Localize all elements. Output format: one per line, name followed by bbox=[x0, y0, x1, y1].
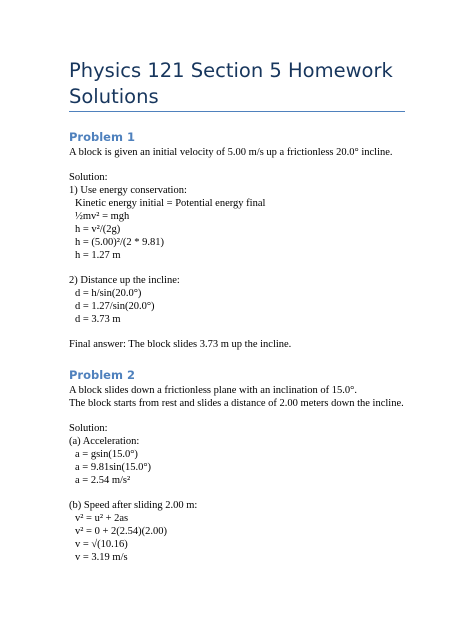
problem-1-step: d = 1.27/sin(20.0°) bbox=[75, 301, 155, 312]
problem-1-final-answer: Final answer: The block slides 3.73 m up the incline. bbox=[69, 339, 292, 350]
problem-1-step: d = 3.73 m bbox=[75, 314, 121, 325]
problem-1-solution-label: Solution: bbox=[69, 172, 108, 183]
problem-2-step: a = gsin(15.0°) bbox=[75, 449, 138, 460]
title-underline bbox=[69, 111, 405, 112]
problem-1-step: d = h/sin(20.0°) bbox=[75, 288, 142, 299]
problem-2-step: (b) Speed after sliding 2.00 m: bbox=[69, 500, 198, 511]
document-title: Physics 121 Section 5 Homework Solutions bbox=[69, 59, 393, 108]
problem-2-step: v² = 0 + 2(2.54)(2.00) bbox=[75, 526, 167, 537]
problem-2-step: a = 9.81sin(15.0°) bbox=[75, 462, 152, 473]
problem-1-step: h = v²/(2g) bbox=[75, 224, 121, 235]
problem-1-step: h = 1.27 m bbox=[75, 250, 121, 261]
problem-2-step: v = √(10.16) bbox=[75, 539, 128, 550]
problem-2-statement: The block starts from rest and slides a distance of 2.00 meters down the incline. bbox=[69, 398, 404, 409]
problem-2-solution-label: Solution: bbox=[69, 423, 108, 434]
problem-2-step: v = 3.19 m/s bbox=[75, 552, 128, 563]
problem-1-heading: Problem 1 bbox=[69, 130, 135, 144]
problem-1-step: ½mv² = mgh bbox=[75, 211, 130, 222]
problem-2-step: a = 2.54 m/s² bbox=[75, 475, 131, 486]
problem-2-step: v² = u² + 2as bbox=[75, 513, 129, 524]
problem-2-heading: Problem 2 bbox=[69, 368, 135, 382]
problem-2-statement: A block slides down a frictionless plane with an inclination of 15.0°. bbox=[69, 385, 357, 396]
problem-1-statement: A block is given an initial velocity of 5.00 m/s up a frictionless 20.0° incline. bbox=[69, 147, 393, 158]
problem-1-step: 1) Use energy conservation: bbox=[69, 185, 187, 196]
problem-1-step: h = (5.00)²/(2 * 9.81) bbox=[75, 237, 164, 248]
problem-1-step: 2) Distance up the incline: bbox=[69, 275, 180, 286]
problem-1-step: Kinetic energy initial = Potential energy final bbox=[75, 198, 266, 209]
problem-2-step: (a) Acceleration: bbox=[69, 436, 140, 447]
